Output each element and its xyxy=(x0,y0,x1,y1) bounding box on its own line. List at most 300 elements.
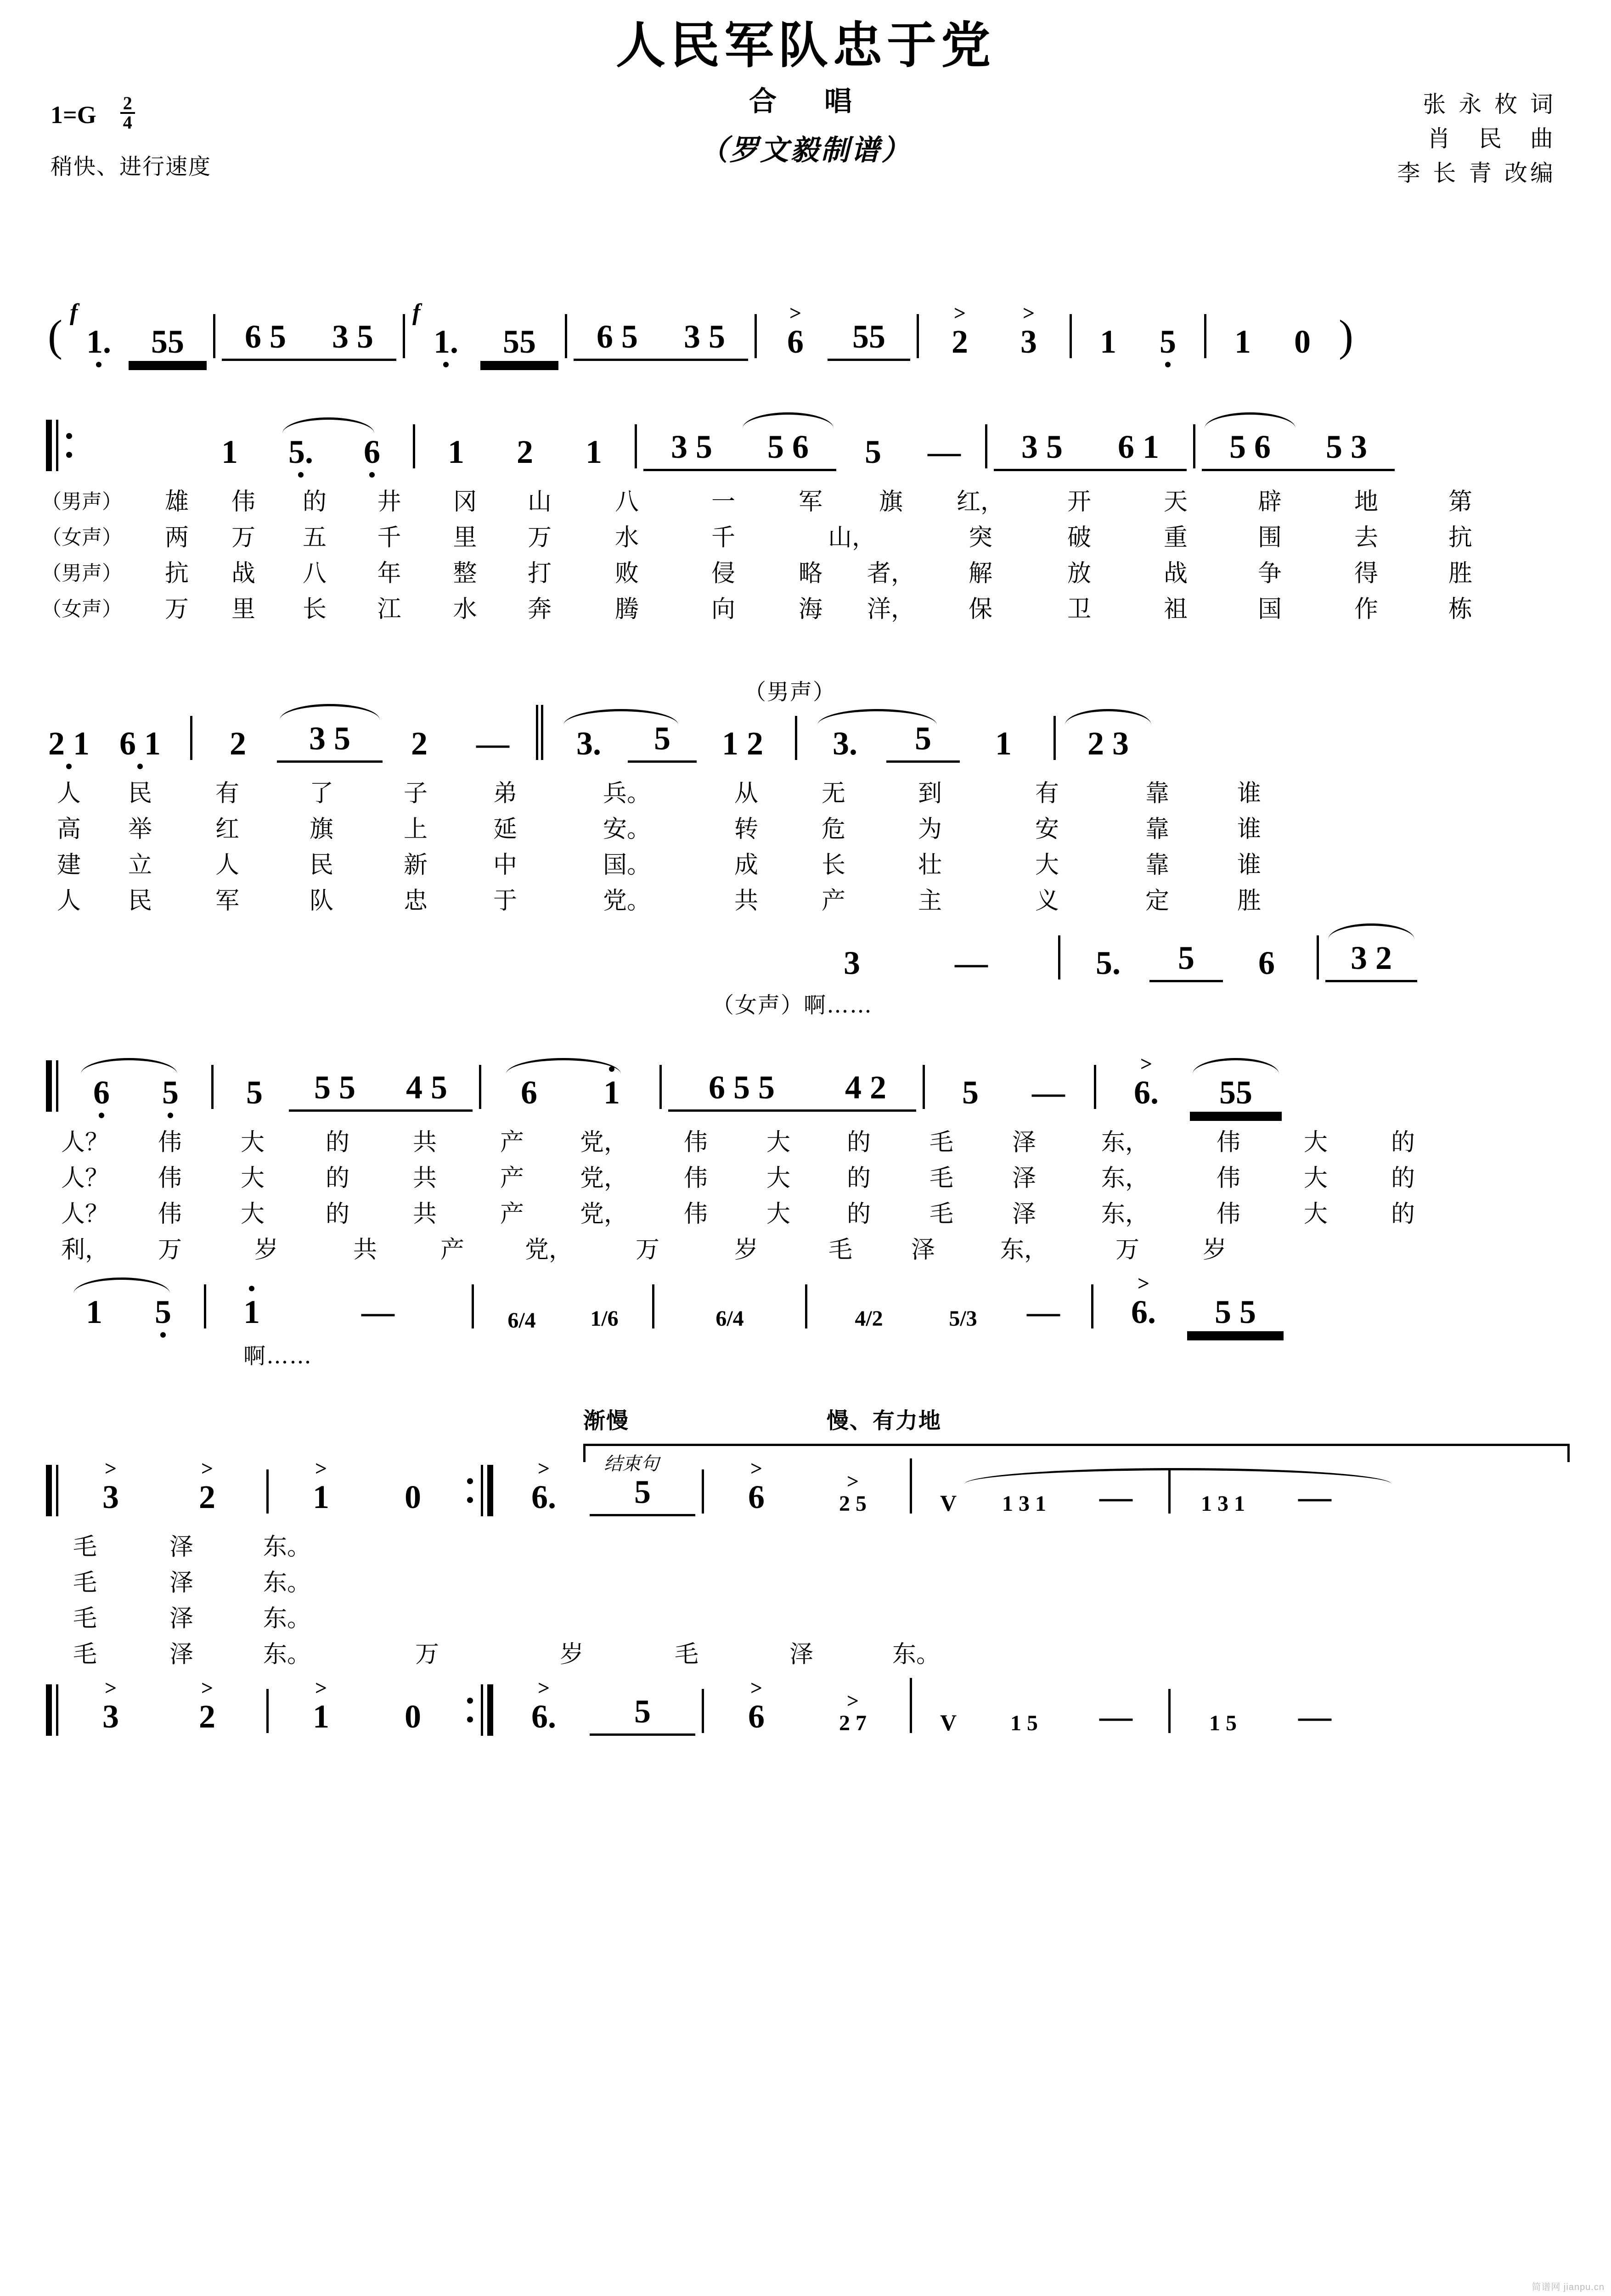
lyric: 长 xyxy=(821,851,845,879)
note: 55 xyxy=(1190,1074,1282,1112)
barline xyxy=(910,1678,912,1733)
lyric: 大 xyxy=(240,1129,265,1157)
chord: > 2 5 xyxy=(839,1469,867,1516)
accent-mark: > xyxy=(846,1469,859,1493)
note: 3. xyxy=(550,725,628,763)
lyric: 人 xyxy=(215,851,239,879)
lyric: 伟 xyxy=(1216,1165,1240,1193)
repeat-end-barline xyxy=(463,1461,493,1516)
lyric: 伟 xyxy=(158,1200,182,1228)
note: 5. xyxy=(264,433,338,471)
lyric: 略 xyxy=(798,560,822,588)
note: 2 xyxy=(517,433,533,470)
lyric: 八 xyxy=(614,488,639,516)
lyric: 开 xyxy=(1067,488,1091,516)
lyric: 大 xyxy=(1303,1165,1328,1193)
lyric: 泽 xyxy=(169,1533,193,1561)
dynamic-forte-1: f xyxy=(70,299,78,326)
note: 3. xyxy=(804,725,886,763)
barline xyxy=(985,424,987,468)
lyric: 伟 xyxy=(1216,1200,1240,1228)
lyric: 年 xyxy=(377,560,401,588)
lyric: 第 xyxy=(1448,488,1472,516)
accent-mark: > xyxy=(789,301,802,325)
barline xyxy=(795,716,797,760)
system-3 xyxy=(41,1052,1570,1371)
lyric: 泽 xyxy=(1012,1129,1036,1157)
barline xyxy=(1317,935,1319,979)
note: 6 5 5 xyxy=(668,1069,815,1112)
lyric: 党， xyxy=(580,1129,628,1157)
accent-mark: > xyxy=(537,1676,550,1699)
lyric: 伟 xyxy=(158,1129,182,1157)
barline xyxy=(805,1284,807,1328)
voice-tag-male: （男声） xyxy=(41,561,122,585)
lyric: 井 xyxy=(377,488,401,516)
note-extend: — xyxy=(928,433,961,470)
lyric: 靠 xyxy=(1145,780,1169,808)
lyric: 共 xyxy=(412,1129,437,1157)
lyric: 天 xyxy=(1163,488,1188,516)
lyric: 大 xyxy=(1303,1200,1328,1228)
accent-mark: > xyxy=(953,301,966,325)
lyric: 人？ xyxy=(61,1165,109,1193)
lyric: 岁 xyxy=(734,1236,758,1264)
lyric: 的 xyxy=(302,488,327,516)
accent-mark: > xyxy=(315,1676,327,1699)
lyric: 万 xyxy=(1115,1236,1139,1264)
lyric: 谁 xyxy=(1237,851,1261,879)
barline xyxy=(266,1689,269,1733)
repeat-start-barline xyxy=(46,416,76,471)
note: 0 xyxy=(405,1478,421,1515)
lyric: 八 xyxy=(302,560,327,588)
lyric: 产 xyxy=(500,1200,524,1228)
slow-strong-marking: 慢、有力地 xyxy=(827,1407,942,1434)
lyric: 两 xyxy=(164,524,189,552)
subtitle: 合 唱 xyxy=(749,85,862,118)
system-start-barline xyxy=(46,1461,62,1516)
accent-mark: > xyxy=(750,1676,763,1699)
note: 2 1 xyxy=(41,725,96,763)
lyric: 大 xyxy=(766,1129,790,1157)
note: 0 xyxy=(405,1698,421,1735)
lyric: 万 xyxy=(164,596,189,624)
barline xyxy=(702,1689,704,1733)
lyric: 岁 xyxy=(1202,1236,1227,1264)
lyric: 党。 xyxy=(603,887,651,915)
lyric: 主 xyxy=(918,887,942,915)
lyric: 者， xyxy=(867,560,915,588)
lyric: 党， xyxy=(580,1200,628,1228)
intro-note: 55 xyxy=(828,318,910,361)
accent-mark: > xyxy=(104,1676,117,1699)
note: 5 xyxy=(628,720,697,763)
note: 1 xyxy=(60,1293,129,1331)
note: 5 xyxy=(246,1074,263,1111)
lyric: 举 xyxy=(128,816,152,844)
lyric: 义 xyxy=(1035,887,1059,915)
lyric: 军 xyxy=(215,887,239,915)
note: > 2 xyxy=(199,1456,215,1515)
lyric: 大 xyxy=(766,1165,790,1193)
note: > 2 xyxy=(199,1676,215,1735)
lyric: 抗 xyxy=(1448,524,1472,552)
lyric: 军 xyxy=(798,488,822,516)
lyric: 弟 xyxy=(493,780,517,808)
note: 5 xyxy=(1149,939,1223,982)
lyric: 毛 xyxy=(674,1641,698,1669)
lyric: 里 xyxy=(453,524,477,552)
lyric: 岁 xyxy=(559,1641,584,1669)
lyric: 五 xyxy=(302,524,327,552)
barline xyxy=(755,314,757,358)
lower-ah-lyric: 啊…… xyxy=(243,1343,313,1369)
lyric: 解 xyxy=(968,560,992,588)
lyric: 的 xyxy=(325,1165,349,1193)
note: 1 xyxy=(448,433,464,470)
barline xyxy=(190,716,192,760)
intro-note: 5 xyxy=(1138,323,1198,361)
lyric: 泽 xyxy=(169,1641,193,1669)
note: 5 xyxy=(590,1473,695,1516)
lyric: 泽 xyxy=(169,1569,193,1597)
intro-note: > 2 xyxy=(952,301,968,360)
note: 2 3 xyxy=(1062,725,1154,763)
note: 1 xyxy=(213,1293,291,1331)
lyric: 民 xyxy=(309,851,333,879)
intro-system xyxy=(41,299,1570,361)
lyric: 毛 xyxy=(929,1165,953,1193)
lyric: 队 xyxy=(309,887,333,915)
note: 5. xyxy=(1096,944,1121,981)
lyric: 卫 xyxy=(1067,596,1091,624)
intro-note: > 3 xyxy=(1020,301,1037,360)
lyric: 争 xyxy=(1257,560,1282,588)
lyric: 泽 xyxy=(1012,1200,1036,1228)
note: 1 2 xyxy=(722,725,763,762)
lyric: 产 xyxy=(821,887,845,915)
lyric: 大 xyxy=(240,1200,265,1228)
note: 1 xyxy=(221,433,238,470)
note-extend: — xyxy=(476,725,509,762)
lyric: 伟 xyxy=(683,1165,708,1193)
accent-mark: > xyxy=(104,1456,117,1480)
lyric: 国。 xyxy=(603,851,651,879)
intro-close-paren: ) xyxy=(1339,310,1353,360)
intro-note: 55 xyxy=(129,323,207,361)
intro-note: 6 5 xyxy=(574,318,661,361)
note-extend: — xyxy=(1099,1478,1132,1515)
note: 5 xyxy=(962,1074,979,1111)
barline xyxy=(536,705,538,760)
note: 5 xyxy=(886,720,960,763)
note: 3 2 xyxy=(1325,939,1417,982)
lyric: 山， xyxy=(828,524,876,552)
voice-tag-female: （女声） xyxy=(41,597,122,621)
lyric: 共 xyxy=(734,887,758,915)
key-signature-block xyxy=(51,93,212,180)
note: 2 xyxy=(411,725,428,762)
dynamic-forte-2: f xyxy=(412,299,421,326)
intro-note: > 6 xyxy=(787,301,804,360)
note-extend: — xyxy=(1027,1293,1060,1330)
lyric: 伟 xyxy=(683,1200,708,1228)
lyric: 靠 xyxy=(1145,851,1169,879)
lyric: 东。 xyxy=(263,1569,311,1597)
lyric: 里 xyxy=(231,596,255,624)
sheet-music-page xyxy=(0,18,1611,2296)
lyric: 毛 xyxy=(929,1200,953,1228)
lyric: 红， xyxy=(956,488,1004,516)
lyric: 共 xyxy=(412,1200,437,1228)
barline xyxy=(204,1284,206,1328)
lyric: 忠 xyxy=(403,887,428,915)
lyric: 水 xyxy=(453,596,477,624)
lyric: 辟 xyxy=(1257,488,1282,516)
lyric: 利， xyxy=(61,1236,109,1264)
lyric: 于 xyxy=(493,887,517,915)
note-extend: — xyxy=(1298,1478,1331,1515)
note: 4 2 xyxy=(815,1069,916,1112)
lyric: 战 xyxy=(1163,560,1188,588)
lyric: 冈 xyxy=(453,488,477,516)
lyric: 共 xyxy=(353,1236,377,1264)
intro-note: f 1. xyxy=(69,323,129,361)
lyric: 栋 xyxy=(1448,596,1472,624)
credits-block xyxy=(1397,87,1556,191)
lyric: 泽 xyxy=(911,1236,935,1264)
chord: 6/4 xyxy=(715,1306,744,1331)
barline xyxy=(917,314,919,358)
lyric: 高 xyxy=(56,816,81,844)
lyric: 万 xyxy=(415,1641,439,1669)
lyric: 山 xyxy=(527,488,552,516)
voice-tag-female: （女声） xyxy=(41,525,122,549)
intro-note: 55 xyxy=(480,323,558,361)
lyric: 围 xyxy=(1257,524,1282,552)
chord: 5/3 xyxy=(949,1306,977,1331)
note: 6 1 xyxy=(1090,428,1187,471)
note-extend: — xyxy=(1099,1698,1132,1735)
note: > 6. xyxy=(531,1676,556,1735)
lyric: 民 xyxy=(128,780,152,808)
accent-mark: > xyxy=(750,1456,763,1480)
barline xyxy=(479,1065,481,1109)
accent-mark: > xyxy=(1022,301,1035,325)
note: 1 xyxy=(586,433,602,470)
chord xyxy=(480,1310,563,1331)
lyric: 人？ xyxy=(61,1200,109,1228)
note: 5 xyxy=(865,433,881,470)
lyric: 万 xyxy=(231,524,255,552)
lyric: 得 xyxy=(1354,560,1378,588)
lyric: 到 xyxy=(918,780,942,808)
note: > 1 xyxy=(313,1456,329,1515)
meter-denominator: 4 xyxy=(123,112,132,133)
lyric: 安 xyxy=(1035,816,1059,844)
note: > 6. xyxy=(1134,1052,1159,1111)
lyric: 东。 xyxy=(263,1605,311,1633)
lyric: 为 xyxy=(918,816,942,844)
barline xyxy=(565,314,567,358)
chord: 4/2 xyxy=(855,1306,883,1331)
note: 5 5 xyxy=(289,1069,381,1112)
lyric: 谁 xyxy=(1237,816,1261,844)
note: 3 5 xyxy=(994,428,1090,471)
lyric: 转 xyxy=(734,816,758,844)
lyric: 的 xyxy=(325,1200,349,1228)
lyric: 万 xyxy=(527,524,552,552)
lyric: 向 xyxy=(711,596,735,624)
lyric: 从 xyxy=(734,780,758,808)
lyric: 伟 xyxy=(158,1165,182,1193)
lyric: 产 xyxy=(500,1129,524,1157)
note: 5 6 xyxy=(740,428,836,471)
chord-stack: 6/4 xyxy=(507,1308,536,1333)
lyric: 的 xyxy=(1391,1165,1415,1193)
lyric: 战 xyxy=(231,560,255,588)
intro-note: 3 5 xyxy=(661,318,748,361)
barline xyxy=(1053,716,1056,760)
lyric: 伟 xyxy=(1216,1129,1240,1157)
lyric: 抗 xyxy=(164,560,189,588)
intro-note: f 1. xyxy=(411,323,480,361)
lyric: 大 xyxy=(1303,1129,1328,1157)
lyric: 泽 xyxy=(169,1605,193,1633)
intro-note: 3 5 xyxy=(309,318,396,361)
barline xyxy=(1204,314,1206,358)
lyric: 东， xyxy=(1000,1236,1048,1264)
lyric: 败 xyxy=(614,560,639,588)
lyric: 了 xyxy=(309,780,333,808)
barline xyxy=(266,1469,269,1514)
lyric: 整 xyxy=(453,560,477,588)
lyric: 大 xyxy=(766,1200,790,1228)
lyric: 万 xyxy=(635,1236,659,1264)
key-label: 1=G xyxy=(51,101,96,129)
lyric: 建 xyxy=(56,851,81,879)
chord: 1/6 xyxy=(590,1306,619,1331)
lyric: 保 xyxy=(968,596,992,624)
note: 6 xyxy=(338,433,406,471)
note: 3 5 xyxy=(643,428,740,471)
lyric: 泽 xyxy=(789,1641,813,1669)
note: 3 5 xyxy=(277,720,383,763)
lyric: 毛 xyxy=(73,1569,97,1597)
repeat-end-barline xyxy=(463,1681,493,1736)
intro-note: 1 xyxy=(1100,323,1116,360)
lyric: 长 xyxy=(302,596,327,624)
adaptor: 李 长 青 改编 xyxy=(1397,160,1556,186)
breath-mark: V xyxy=(940,1709,957,1735)
note: 5 5 xyxy=(1187,1293,1284,1331)
lyric: 毛 xyxy=(73,1641,97,1669)
barline xyxy=(541,705,543,760)
note-extend: — xyxy=(361,1293,394,1330)
lyric: 水 xyxy=(614,524,639,552)
intro-note: 0 xyxy=(1294,323,1311,360)
lyric: 毛 xyxy=(73,1533,97,1561)
system-start-barline xyxy=(46,1681,62,1736)
lyric: 中 xyxy=(493,851,517,879)
intro-open-paren: ( xyxy=(48,310,62,360)
lyric: 旗 xyxy=(879,488,903,516)
system-start-barline xyxy=(46,1057,62,1112)
barline xyxy=(403,314,405,358)
lyric: 有 xyxy=(215,780,239,808)
note: > 6. xyxy=(1131,1271,1156,1330)
lyric: 的 xyxy=(325,1129,349,1157)
lyric: 重 xyxy=(1163,524,1188,552)
accent-mark: > xyxy=(1140,1052,1153,1075)
lyric: 有 xyxy=(1035,780,1059,808)
lyric: 地 xyxy=(1354,488,1378,516)
barline xyxy=(702,1469,704,1514)
lyric: 海 xyxy=(798,596,822,624)
ending-section-label: 结束句 xyxy=(604,1453,659,1474)
note: 6 1 xyxy=(96,725,184,763)
voice-tag-female-ah: （女声）啊…… xyxy=(712,992,873,1019)
rit-marking: 渐慢 xyxy=(583,1407,630,1434)
system-1 xyxy=(41,416,1570,624)
lyric: 靠 xyxy=(1145,816,1169,844)
system-2 xyxy=(41,674,1570,1020)
note-extend: — xyxy=(1298,1698,1331,1735)
lyric: 岁 xyxy=(254,1236,278,1264)
lyric: 的 xyxy=(846,1200,871,1228)
note: 1 xyxy=(570,1074,653,1112)
lyric: 突 xyxy=(968,524,992,552)
accent-mark: > xyxy=(201,1676,214,1699)
lyric: 子 xyxy=(403,780,428,808)
barline xyxy=(1070,314,1072,358)
chord: 1 5 xyxy=(1209,1711,1237,1735)
barline xyxy=(213,314,215,358)
lyric: 一 xyxy=(711,488,735,516)
system-4 xyxy=(41,1403,1570,1736)
accent-mark: > xyxy=(537,1456,550,1480)
lyric: 大 xyxy=(240,1165,265,1193)
lyric: 万 xyxy=(158,1236,182,1264)
lyric: 党， xyxy=(524,1236,573,1264)
lyric: 产 xyxy=(440,1236,464,1264)
accent-mark: > xyxy=(201,1456,214,1480)
lyric: 千 xyxy=(711,524,735,552)
barline xyxy=(472,1284,474,1328)
lyric: 腾 xyxy=(614,596,639,624)
lyric: 红 xyxy=(215,816,239,844)
barline xyxy=(1193,424,1195,468)
note-extend: — xyxy=(955,944,988,981)
lyric: 无 xyxy=(821,780,845,808)
lyric: 毛 xyxy=(73,1605,97,1633)
arranger-note: （罗文毅制谱） xyxy=(699,133,912,167)
lyric: 壮 xyxy=(918,851,942,879)
chord: 1 3 1 xyxy=(978,1491,1070,1516)
lyric: 党， xyxy=(580,1165,628,1193)
lyric: 人 xyxy=(56,887,81,915)
accent-mark: > xyxy=(846,1688,859,1712)
lyric: 定 xyxy=(1145,887,1169,915)
lyric: 放 xyxy=(1067,560,1091,588)
lyric: 延 xyxy=(493,816,517,844)
lyric: 东， xyxy=(1101,1165,1149,1193)
time-signature xyxy=(120,95,135,131)
lyric: 伟 xyxy=(231,488,255,516)
note: 6 xyxy=(488,1074,570,1112)
note: > 3 xyxy=(102,1676,119,1735)
